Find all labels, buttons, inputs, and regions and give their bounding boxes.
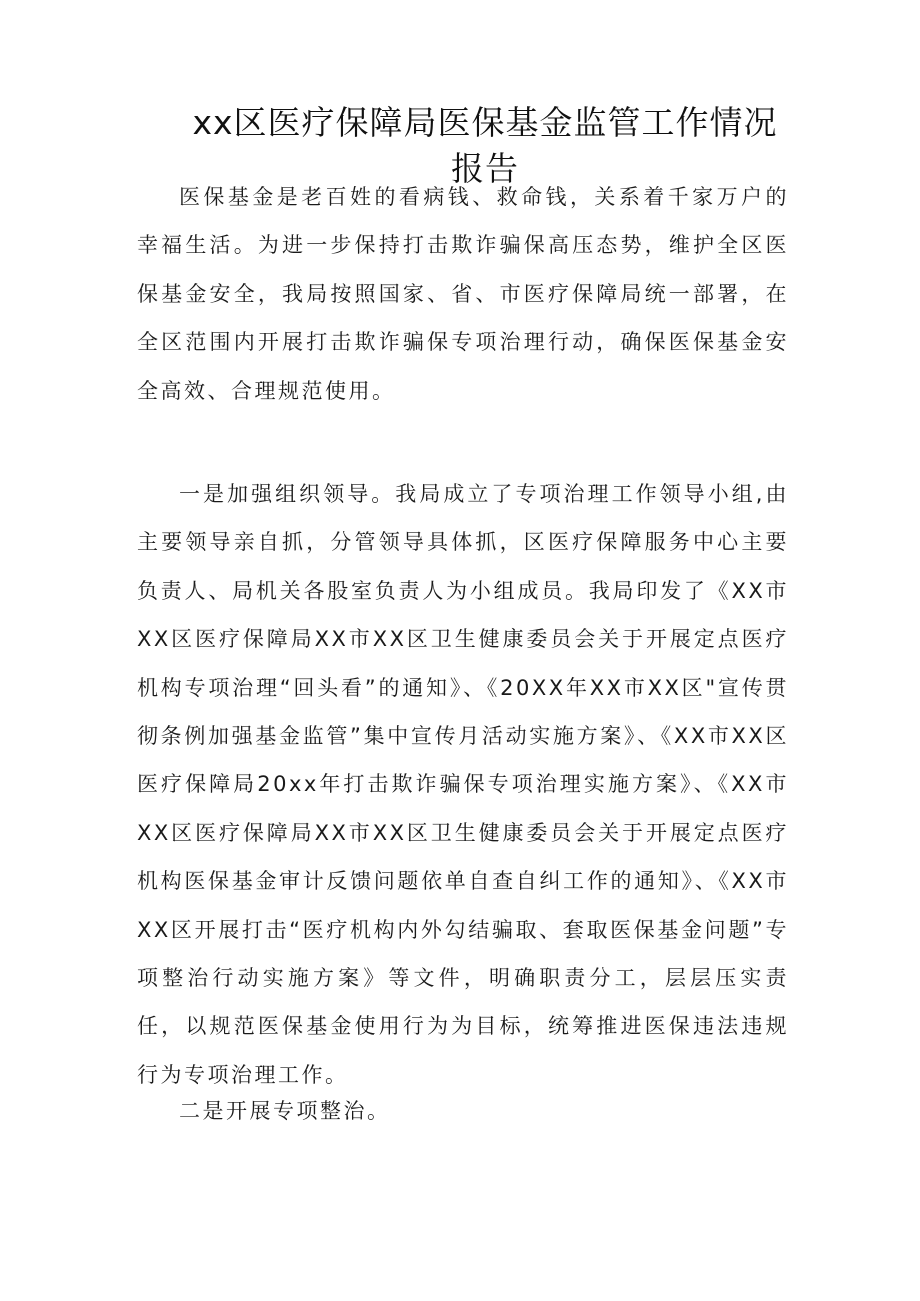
paragraph-intro: 医保基金是老百姓的看病钱、救命钱，关系着千家万户的幸福生活。为进一步保持打击欺诈骗保高压态势，维护全区医保基金安全，我局按照国家、省、市医疗保障局统一部署，在全区范围内开展打击欺诈骗保专项治理行动，确保医保基金安全高效、合理规范使用。 xyxy=(137,185,789,403)
document-title: xx区医疗保障局医保基金监管工作情况报告 xyxy=(192,103,778,188)
paragraph-special-rectification: 二是开展专项整治。 xyxy=(179,1099,391,1123)
paragraph-organization-leadership: 一是加强组织领导。我局成立了专项治理工作领导小组,由主要领导亲自抓，分管领导具体抓，区医疗保障服务中心主要负责人、局机关各股室负责人为小组成员。我局印发了《XX市XX区医疗保障局XX市XX区卫生健康委员会关于开展定点医疗机构专项治理“回头看”的通知》、《20XX年XX市XX区"宣传贯彻条例加强基金监管”集中宣传月活动实施方案》、《XX市XX区医疗保障局20xx年打击欺诈骗保专项治理实施方案》、《XX市XX区医疗保障局XX市XX区卫生健康委员会关于开展定点医疗机构医保基金审计反馈问题依单自查自纠工作的通知》、《XX市XX区开展打击“医疗机构内外勾结骗取、套取医保基金问题”专项整治行动实施方案》等文件，明确职责分工，层层压实责任，以规范医保基金使用行为为目标，统筹推进医保违法违规行为专项治理工作。 xyxy=(137,482,789,1087)
